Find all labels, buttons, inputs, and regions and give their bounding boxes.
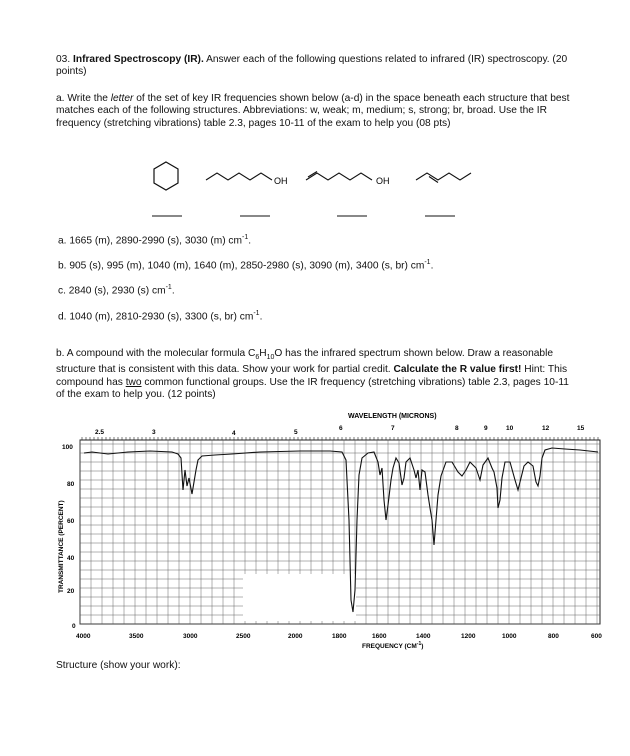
- option-c: c. 2840 (s), 2930 (s) $cm^{-1}$.: [58, 284, 175, 297]
- x-tick-label: 1600: [372, 633, 387, 640]
- x-tick-label: 600: [591, 633, 602, 640]
- top-tick-label: 8: [455, 425, 459, 432]
- option-b: b. 905 (s), 995 (m), 1040 (m), 1640 (m), 2850-2980 (s), 3090 (m), 3400 (s, br) $cm^{-1}$.: [58, 259, 434, 272]
- part-a-instructions: a. Write the letter of the set of key IR frequencies shown below (a-d) in the space beneath each structure that best matches each of the following structures. Abbreviations: w, weak; m, medium; s, strong; br, broad. Use the IR frequency (stretching vibrations) table 2.3, pages 10-11 of the exam to help you (08 pts): [56, 93, 570, 129]
- top-tick-label: 4: [232, 430, 236, 437]
- top-tick-label: 9: [484, 425, 488, 432]
- x-tick-label: 1000: [502, 633, 517, 640]
- structure-cyclohexane: [154, 162, 178, 190]
- top-tick-label: 6: [339, 425, 343, 432]
- ir-spectrum: [0, 405, 630, 655]
- top-tick-label: 15: [577, 425, 585, 432]
- x-tick-label: 3500: [129, 633, 144, 640]
- y-axis-title: TRANSMITTANCE (PERCENT): [58, 500, 65, 593]
- top-tick-label: 2.5: [95, 429, 105, 436]
- hexenol-oh-label: OH: [376, 176, 390, 186]
- top-tick-label: 3: [152, 429, 156, 436]
- x-tick-label: 1200: [461, 633, 476, 640]
- x-tick-label: 1800: [332, 633, 347, 640]
- structure-hexenol: [306, 172, 372, 181]
- option-a: a. 1665 (m), 2890-2990 (s), 3030 (m) $cm^{-1}$.: [58, 234, 252, 247]
- hexanol-oh-label: OH: [274, 176, 288, 186]
- top-tick-label: 5: [294, 429, 298, 436]
- structure-hexene: [416, 173, 471, 183]
- y-tick-label: 100: [62, 444, 73, 451]
- x-tick-label: 3000: [183, 633, 198, 640]
- blank-region: [243, 574, 356, 621]
- question-title: Infrared Spectroscopy (IR).: [73, 54, 204, 65]
- y-tick-label: 80: [67, 481, 75, 488]
- option-d: d. 1040 (m), 2810-2930 (s), 3300 (s, br) $cm^{-1}$.: [58, 310, 263, 323]
- y-tick-label: 60: [67, 518, 75, 525]
- x-tick-label: 800: [548, 633, 559, 640]
- x-tick-label: 2500: [236, 633, 251, 640]
- part-b-instructions: b. A compound with the molecular formula $C_6H_{10}O$ has the infrared spectrum shown below. Draw a reasonable structure that is consistent with this data. Show your work for partial credit. Calculate the R value first! Hint: This compound has two common functional groups. Use the IR frequency (stretching vibrations) table 2.3, pages 10-11 of the exam to help you. (12 points): [56, 348, 569, 401]
- top-tick-label: 10: [506, 425, 514, 432]
- structure-hexanol: [206, 173, 272, 180]
- structures-row: [140, 158, 500, 228]
- structure-prompt: Structure (show your work):: [56, 660, 181, 671]
- y-tick-label: 40: [67, 555, 75, 562]
- y-tick-label: 20: [67, 588, 75, 595]
- top-tick-label: 12: [542, 425, 550, 432]
- x-tick-label: 4000: [76, 633, 91, 640]
- top-axis-title: WAVELENGTH (MICRONS): [348, 413, 437, 420]
- x-tick-label: 2000: [288, 633, 303, 640]
- top-tick-label: 7: [391, 425, 395, 432]
- x-axis-title: FREQUENCY $(CM^{-1})$: [362, 641, 424, 650]
- question-header: 03. Infrared Spectroscopy (IR). Answer each of the following questions related to infrared (IR) spectroscopy. (20 points): [56, 54, 568, 78]
- x-tick-label: 1400: [416, 633, 431, 640]
- y-tick-label: 0: [72, 623, 76, 630]
